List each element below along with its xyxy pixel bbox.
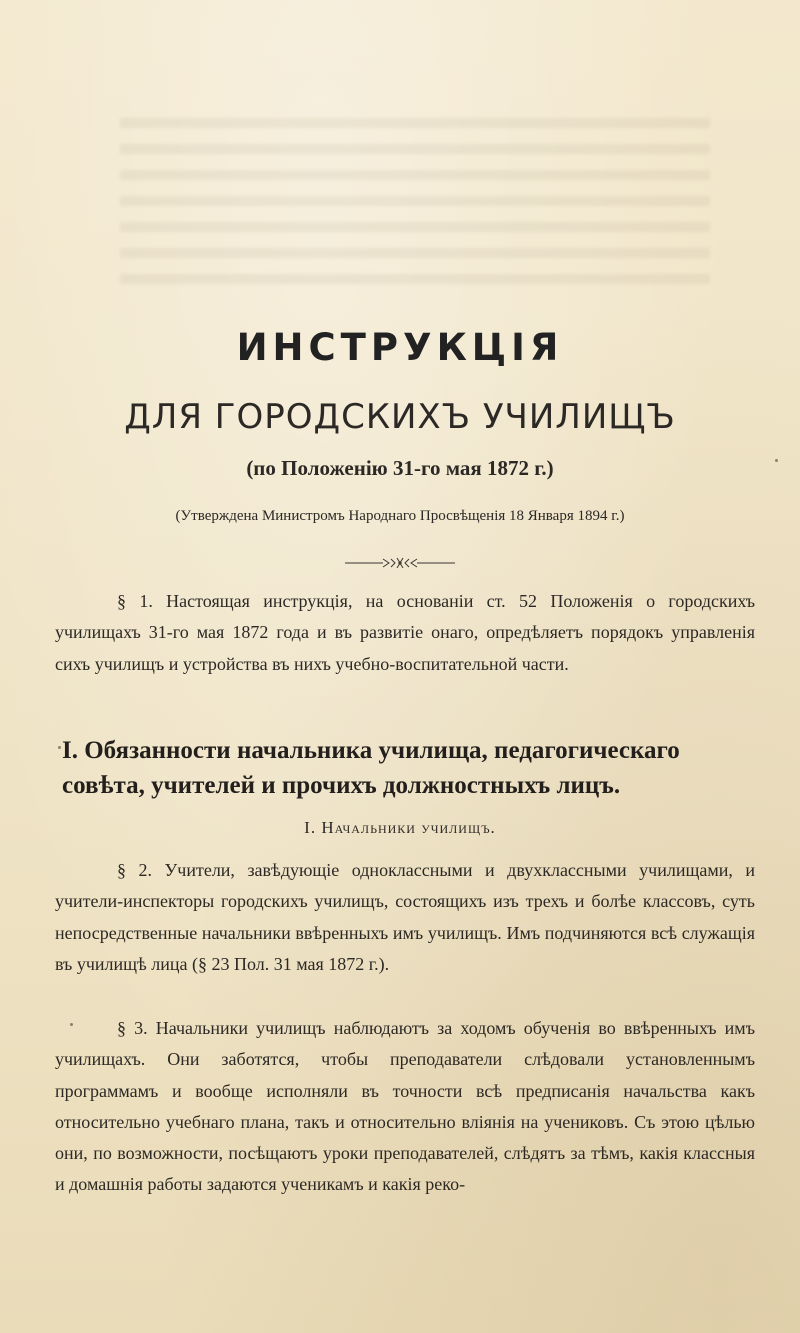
ink-speck	[775, 459, 778, 462]
ink-speck	[70, 1023, 73, 1026]
subsection-title: Начальники училищъ.	[321, 818, 496, 837]
document-title: ИНСТРУКЦІЯ	[236, 326, 564, 369]
document-approval-note: (Утверждена Министромъ Народнаго Просвѣщенія 18 Января 1894 г.)	[175, 508, 625, 524]
ornamental-divider-icon	[345, 556, 455, 570]
paragraph-2: § 2. Учители, завѣдующіе одноклассными и двухклассными училищами, и учители-инспекторы городскихъ училищъ, состоящихъ изъ трехъ и болѣе классовъ, суть непосредственные начальники ввѣренныхъ имъ училищъ. Имъ подчиняются всѣ служащія въ училищѣ лица (§ 23 Пол. 31 мая 1872 г.).	[55, 860, 755, 974]
paragraph-3: § 3. Начальники училищъ наблюдаютъ за ходомъ обученія во ввѣренныхъ имъ училищахъ. Они заботятся, чтобы преподаватели слѣдовали установленнымъ программамъ и вообще исполняли въ точности всѣ предписанія начальства какъ относительно учебнаго плана, такъ и относительно вліянія на учениковъ. Съ этою цѣлью они, по возможности, посѣщаютъ уроки преподавателей, слѣдятъ за тѣмъ, какія классныя и домашнія работы задаются ученикамъ и какія реко-	[55, 1018, 755, 1195]
ink-speck	[58, 746, 61, 749]
section-heading: I. Обязанности начальника училища, педагогическаго совѣта, учителей и прочихъ должностныхъ лицъ.	[62, 737, 680, 799]
bleed-through-text	[120, 118, 710, 288]
subsection-number: I.	[304, 818, 317, 837]
paragraph-1: § 1. Настоящая инструкція, на основаніи ст. 52 Положенія о городскихъ училищахъ 31-го мая 1872 года и въ развитіе онаго, опредѣляетъ порядокъ управленія сихъ училищъ и устройства въ нихъ учебно-воспитательной части.	[55, 591, 755, 674]
document-regulation-reference: (по Положенію 31-го мая 1872 г.)	[246, 456, 554, 480]
subsection-heading	[0, 818, 800, 838]
document-subtitle: ДЛЯ ГОРОДСКИХЪ УЧИЛИЩЪ	[124, 397, 676, 437]
